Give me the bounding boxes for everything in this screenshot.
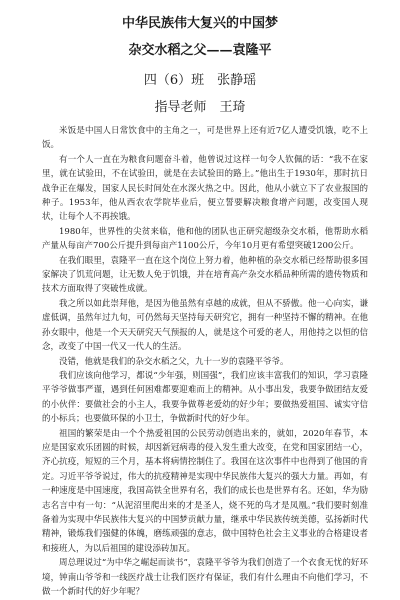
teacher-name: 指导老师 王琦 — [154, 100, 246, 115]
paragraph: 1980年，世界性的尖贫来临，他和他的团队也正研究超级杂交水稻，他帮助水稻产量从每亩产700公斤提升到每亩产1100公斤，今年10月更有希望突破1200公斤。 — [42, 226, 368, 252]
paragraph: 没错，他就是我们的杂交水稻之父，九十一岁的袁隆平爷爷。 — [59, 356, 289, 367]
series-title: 中华民族伟大复兴的中国梦 — [121, 16, 278, 31]
class-author: 四（6）班 张静瑶 — [143, 73, 257, 88]
paragraph: 我们应该向他学习，都说“少年强，则国强”，我们应该丰富我们的知识，学习袁隆平爷爷做事严谨，遇到任何困难都要迎难而上的精神。从小事出发，我要争做团结友爱的小伙伴：要做社会的小主人，我要争做尊老爱幼的好少年；要做热爱祖国、诚实守信的小标兵；也要做环保的小卫士，争做新时代的好少年。 — [42, 370, 368, 425]
paragraph: 我之所以如此崇拜他，是因为他虽然有卓越的成就，但从不骄傲。他一心向实，谦虚低调，虽然年过九旬，可仍然每天坚持每天研究它，拥有一种坚持不懈的精神。在他孙女眼中，他是一个天天研究天气预报的人，就是这个可爱的老人，用他持之以恒的信念，改变了中国一代又一代人的生活。 — [42, 298, 368, 353]
paragraph: 祖国的繁荣是由一个个热爱祖国的公民劳动创造出来的，就如，2020年春节，本应是国家欢乐团圆的时候，却因新冠病毒的侵入发生重大改变，在党和国家团结一心，齐心抗疫，短短的三个月，基本将病情控制住了。我国在这次事件中也得到了他国的肯定。习近平爷爷说过，伟大的抗疫精神是实现中华民族伟大复兴的强大力量。再如，有一种速度是中国速度，我国高铁全世界有名，我们的成长也是世界有名。还如，华为励志名言中有一句：“从泥沼里爬出来的才是圣人，烧不死的鸟才是凤凰。”我们要时刻准备着为实现中华民族伟大复兴的中国梦贡献力量，继承中华民族传统美德，弘扬新时代精神，锻炼我们强健的体魄，磨练顽强的意志，做中国特色社会主义事业的合格建设者和接班人，为以后祖国的建设添砖加瓦。 — [42, 428, 368, 554]
paragraph: 有一个人一直在为粮食问题奋斗着，他曾说过这样一句令人钦佩的话：“我不在家里，就在试验田，不在试验田，就是在去试验田的路上。”他出生于1930年，那时抗日战争正在爆发，国家人民长时间处在水深火热之中。因此，他从小就立下了农业报国的种子。1953年，他从西农农学院毕业后，便立誓要解决粮食增产问题，改变国人现状，让每个人不再挨饿。 — [42, 154, 368, 223]
article-body — [42, 124, 368, 599]
paragraph: 米饭是中国人日常饮食中的主角之一，可是世界上还有近7亿人遭受饥饿，吃不上饭。 — [42, 126, 368, 151]
article-title: 杂交水稻之父——袁隆平 — [128, 43, 272, 58]
paragraph: 在我们眼里，袁隆平一直在这个岗位上努力着，他种植的杂交水稻已经帮助很多国家解决了饥荒问题，让无数人免于饥饿，并在培育高产杂交水稻品种所需的遗传物质和技术方面取得了突破性成就。 — [42, 255, 368, 295]
paragraph: 周总理说过“为中华之崛起而读书”，袁隆平爷爷为我们创造了一个衣食无忧的好环境，钟南山爷爷和一线医疗战士让我们医疗有保证，我们有什么理由不向他们学习，不做一个新时代的好少年呢？ — [42, 558, 368, 597]
